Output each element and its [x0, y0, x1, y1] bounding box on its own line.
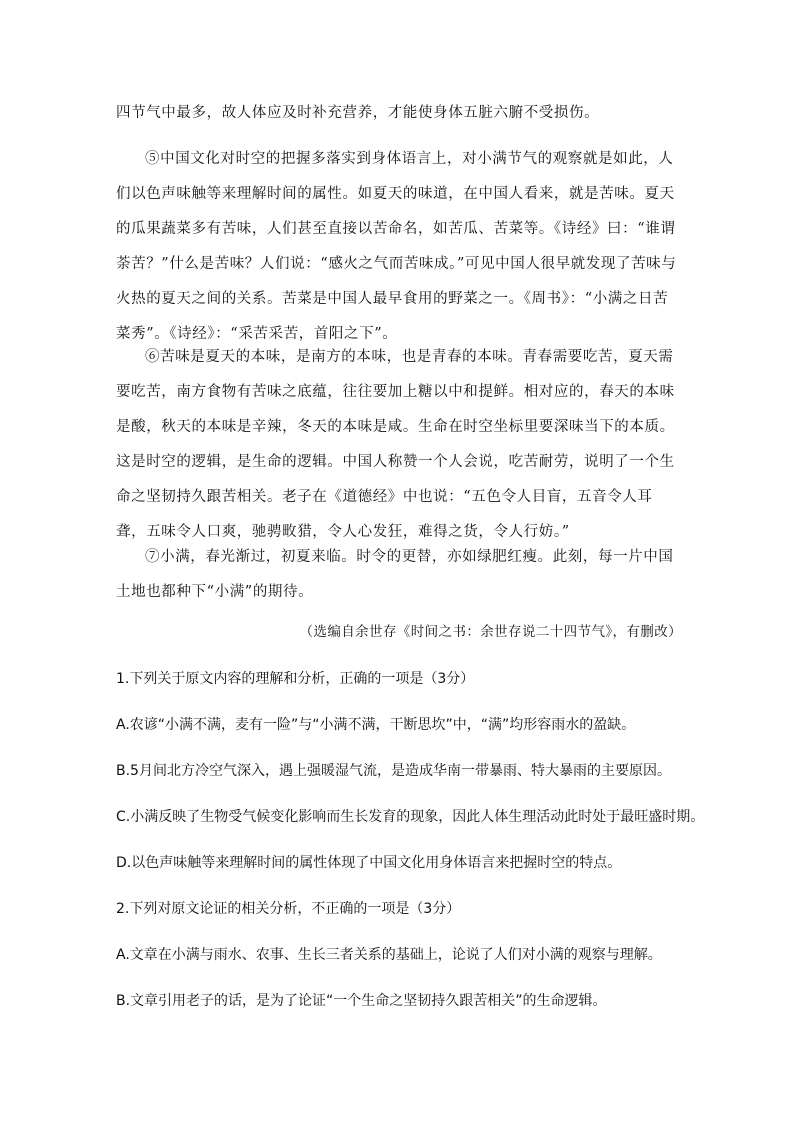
question-2-option-b: B.文章引用老子的话，是为了论证“一个生命之坚韧持久跟苦相关”的生命逻辑。	[116, 993, 607, 1009]
question-section	[116, 662, 705, 1030]
question-1-option-c: C.小满反映了生物受气候变化影响而生长发育的现象，因此人体生理活动此时处于最旺盛时期。	[116, 809, 705, 825]
question-1-option-b: B.5月间北方冷空气深入，遇上强暖湿气流，是造成华南一带暴雨、特大暴雨的主要原因。	[116, 763, 671, 779]
question-2-stem: 2.下列对原文论证的相关分析，不正确的一项是（3分）	[116, 901, 461, 917]
question-1-option-a: A.农谚“小满不满，麦有一险”与“小满不满，干断思坎”中，“满”均形容雨水的盈缺。	[116, 717, 636, 733]
question-2-option-a: A.文章在小满与雨水、农事、生长三者关系的基础上，论说了人们对小满的观察与理解。	[116, 947, 662, 963]
passage-para7-text: ⑦小满，春光渐过，初夏来临。时令的更替，亦如绿肥红瘦。此刻，每一片中国土地也都种下“小满”的期待。	[116, 549, 674, 600]
passage-paragraph-lead	[116, 96, 682, 131]
question-1-stem: 1.下列关于原文内容的理解和分析，正确的一项是（3分）	[116, 671, 475, 687]
passage-paragraph-7	[116, 540, 682, 610]
passage-para5-text: ⑤中国文化对时空的把握多落实到身体语言上，对小满节气的观察就是如此，人们以色声味触等来理解时间的属性。如夏天的味道，在中国人看来，就是苦味。夏天的瓜果蔬菜多有苦味，人们甚至直接以苦命名，如苦瓜、苦菜等。《诗经》曰：“谁谓荼苦？”什么是苦味？人们说：“感火之气而苦味成。”可见中国人很早就发现了苦味与火热的夏天之间的关系。苦菜是中国人最早食用的野菜之一。《周书》：“小满之日苦菜秀”。《诗经》：“采苦采苦，首阳之下”。	[116, 151, 677, 342]
passage-lead-text: 四节气中最多，故人体应及时补充营养，才能使身体五脏六腑不受损伤。	[116, 105, 600, 121]
question-1-option-d: D.以色声味触等来理解时间的属性体现了中国文化用身体语言来把握时空的特点。	[116, 855, 622, 871]
passage-para6-text: ⑥苦味是夏天的本味，是南方的本味，也是青春的本味。青春需要吃苦，夏天需要吃苦，南方食物有苦味之底蕴，往往要加上糖以中和提鲜。相对应的，春天的本味是酸，秋天的本味是辛辣，冬天的本味是咸。生命在时空坐标里要深味当下的本质。这是时空的逻辑，是生命的逻辑。中国人称赞一个人会说，吃苦耐劳，说明了一个生命之坚韧持久跟苦相关。老子在《道德经》中也说：“五色令人目盲，五音令人耳聋，五味令人口爽，驰骋畋猎，令人心发狂，难得之货，令人行妨。”	[116, 349, 675, 540]
passage-source-citation: （选编自余世存《时间之书：余世存说二十四节气》，有删改）	[299, 624, 682, 640]
passage-paragraph-5	[116, 142, 682, 352]
passage-paragraph-6	[116, 340, 682, 550]
